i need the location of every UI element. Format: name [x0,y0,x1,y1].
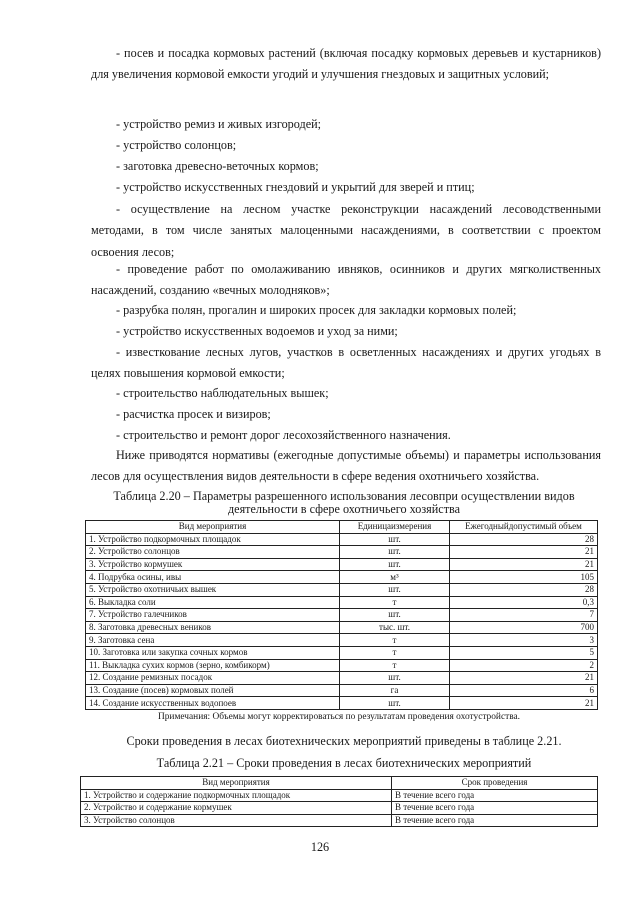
table-row [86,634,598,647]
period-cell: В течение всего года [392,789,598,802]
table-row [86,546,598,559]
volume-cell: 28 [450,533,598,546]
volume-cell: 5 [450,646,598,659]
activity-cell: 14. Создание искусственных водопоев [86,697,340,710]
unit-cell: т [340,659,450,672]
table-row [86,583,598,596]
paragraph: - строительство и ремонт дорог лесохозяйственного назначения. [116,428,451,442]
table-row [86,672,598,685]
unit-cell: шт. [340,533,450,546]
volume-cell: 21 [450,697,598,710]
activity-cell: 12. Создание ремизных посадок [86,672,340,685]
table-row [81,802,598,815]
activity-cell: 5. Устройство охотничьих вышек [86,583,340,596]
volume-cell: 28 [450,583,598,596]
period-cell: В течение всего года [392,814,598,827]
activity-cell: 2. Устройство и содержание кормушек [81,802,392,815]
table-row [86,646,598,659]
table-caption: Таблица 2.20 – Параметры разрешенного использования лесовпри осуществлении видов деятельности в сфере охотничьего хозяйства [113,489,575,516]
table-header-row [81,777,598,790]
volume-cell: 3 [450,634,598,647]
table-header-row [86,521,598,534]
paragraph: - осуществление на лесном участке реконструкции насаждений лесоводственными методами, в том числе занятых малоценными насаждениями, в соответствии с проектом освоения лесов; [91,202,601,259]
activity-cell: 13. Создание (посев) кормовых полей [86,684,340,697]
unit-cell: шт. [340,546,450,559]
unit-cell: тыс. шт. [340,621,450,634]
activity-cell: 6. Выкладка соли [86,596,340,609]
table-row [86,659,598,672]
activity-cell: 3. Устройство солонцов [81,814,392,827]
schedule-table [80,776,598,827]
activity-cell: 11. Выкладка сухих кормов (зерно, комбикорм) [86,659,340,672]
column-header: Вид мероприятия [86,521,340,534]
parameters-table [85,520,598,710]
volume-cell: 105 [450,571,598,584]
table-row [86,596,598,609]
paragraph: - заготовка древесно-веточных кормов; [116,159,319,173]
paragraph: - известкование лесных лугов, участков в осветленных насаждениях и других угодьях в целях повышения кормовой емкости; [91,345,601,381]
paragraph: - посев и посадка кормовых растений (включая посадку кормовых деревьев и кустарников) для увеличения кормовой емкости угодий и улучшения гнездовых и защитных условий; [91,46,601,82]
table-row [86,621,598,634]
unit-cell: т [340,596,450,609]
volume-cell: 21 [450,672,598,685]
paragraph: - проведение работ по омолаживанию ивняков, осинников и других мягколиственных насаждений, созданию «вечных молодняков»; [91,262,601,298]
volume-cell: 2 [450,659,598,672]
table-row [86,571,598,584]
table-row [86,684,598,697]
unit-cell: шт. [340,583,450,596]
activity-cell: 9. Заготовка сена [86,634,340,647]
table-row [86,609,598,622]
volume-cell: 21 [450,558,598,571]
activity-cell: 1. Устройство и содержание подкормочных площадок [81,789,392,802]
activity-cell: 8. Заготовка древесных веников [86,621,340,634]
unit-cell: га [340,684,450,697]
activity-cell: 2. Устройство солонцов [86,546,340,559]
table-row [86,533,598,546]
table-row [86,558,598,571]
unit-cell: м³ [340,571,450,584]
paragraph: Ниже приводятся нормативы (ежегодные допустимые объемы) и параметры использования лесов для осуществления видов деятельности в сфере ведения охотничьего хозяйства. [91,448,601,484]
table-note: Примечания: Объемы могут корректироваться по результатам проведения охотустройства. [157,712,521,722]
activity-cell: 4. Подрубка осины, ивы [86,571,340,584]
activity-cell: 1. Устройство подкормочных площадок [86,533,340,546]
paragraph: - устройство искусственных водоемов и уход за ними; [116,324,398,338]
page-number: 126 [310,840,330,854]
paragraph: - устройство искусственных гнездовий и укрытий для зверей и птиц; [116,180,475,194]
activity-cell: 10. Заготовка или закупка сочных кормов [86,646,340,659]
paragraph: - разрубка полян, прогалин и широких просек для закладки кормовых полей; [116,303,517,317]
column-header: Вид мероприятия [81,777,392,790]
paragraph: - строительство наблюдательных вышек; [116,386,329,400]
paragraph: Сроки проведения в лесах биотехнических мероприятий приведены в таблице 2.21. [126,734,562,748]
column-header: Единицаизмерения [340,521,450,534]
unit-cell: т [340,634,450,647]
volume-cell: 700 [450,621,598,634]
period-cell: В течение всего года [392,802,598,815]
paragraph: - устройство ремиз и живых изгородей; [116,117,322,131]
column-header: Срок проведения [392,777,598,790]
unit-cell: шт. [340,697,450,710]
column-header: Ежегодныйдопустимый объем [450,521,598,534]
volume-cell: 7 [450,609,598,622]
table-row [86,697,598,710]
activity-cell: 7. Устройство галечников [86,609,340,622]
activity-cell: 3. Устройство кормушек [86,558,340,571]
table-row [81,814,598,827]
unit-cell: т [340,646,450,659]
table-row [81,789,598,802]
unit-cell: шт. [340,558,450,571]
paragraph: - расчистка просек и визиров; [116,407,271,421]
unit-cell: шт. [340,609,450,622]
volume-cell: 6 [450,684,598,697]
volume-cell: 21 [450,546,598,559]
volume-cell: 0,3 [450,596,598,609]
paragraph: - устройство солонцов; [116,138,237,152]
unit-cell: шт. [340,672,450,685]
table-caption: Таблица 2.21 – Сроки проведения в лесах биотехнических мероприятий [156,756,532,770]
